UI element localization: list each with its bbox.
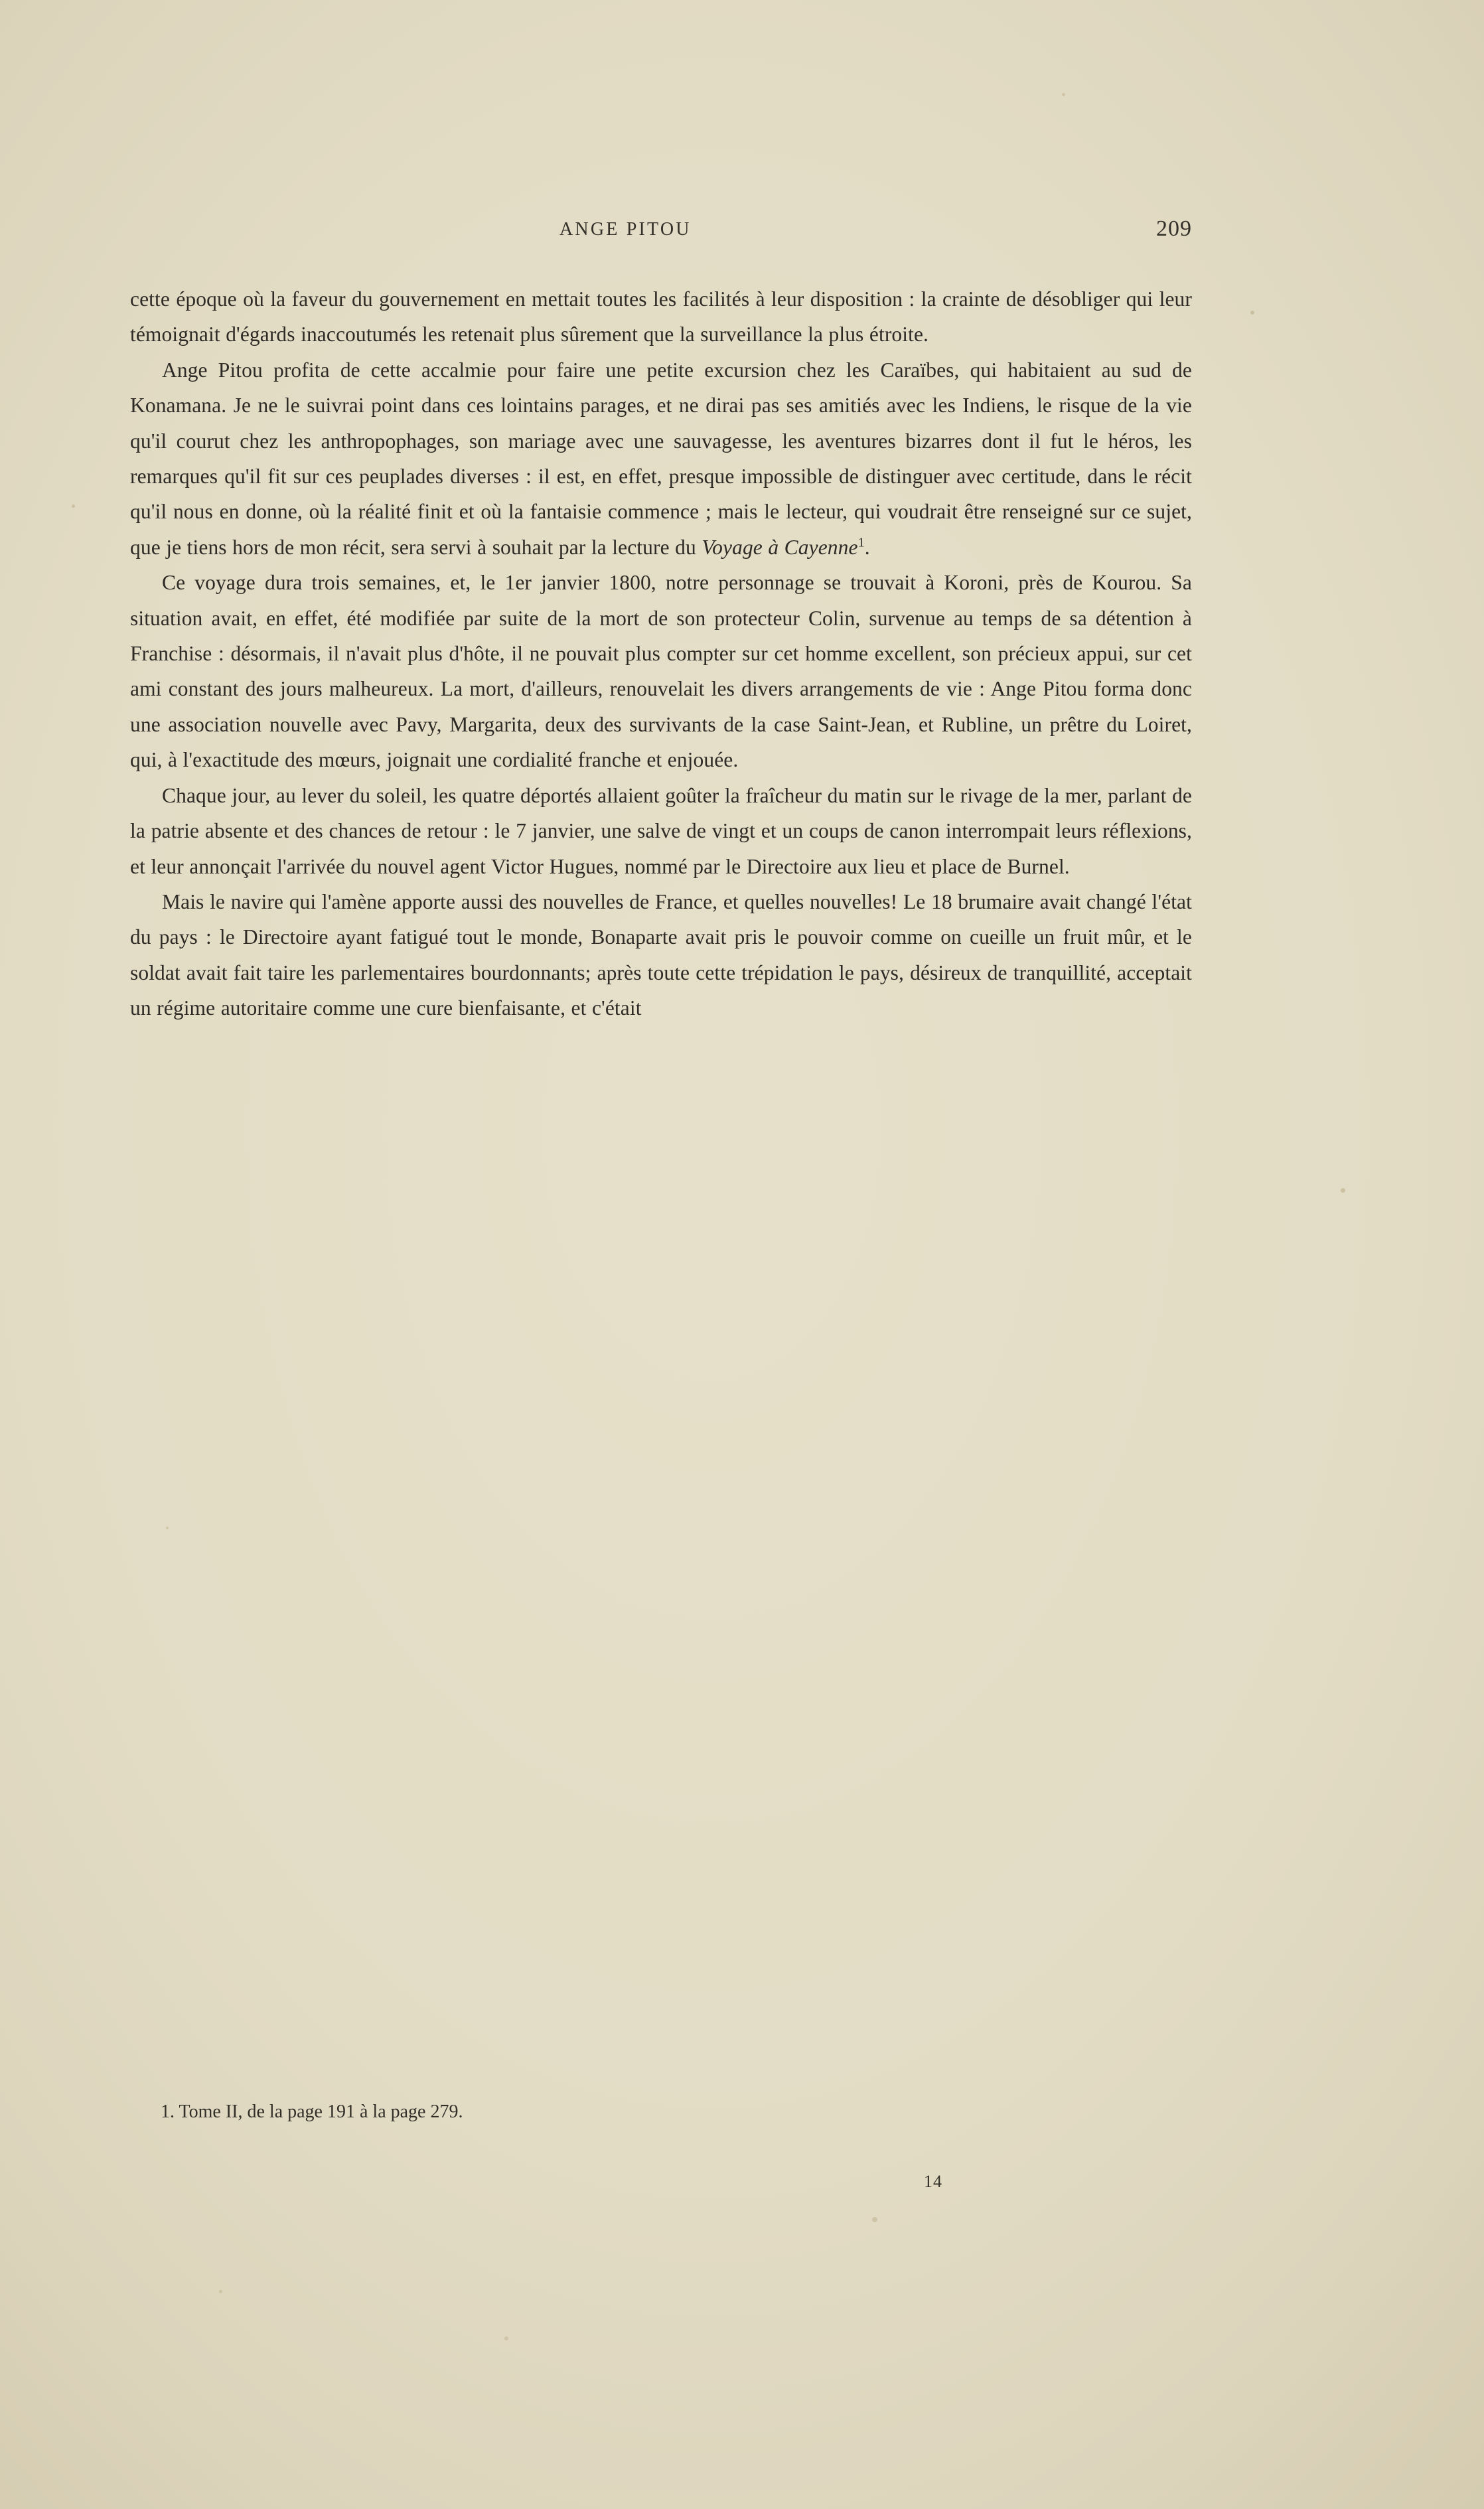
signature-mark: 14 <box>924 2172 942 2191</box>
paper-speckle <box>166 1527 169 1529</box>
paragraph-tail: . <box>864 535 870 559</box>
paper-speckle <box>504 2336 508 2340</box>
paper-speckle <box>1250 311 1254 315</box>
paragraph: Mais le navire qui l'amène apporte aussi des nouvelles de France, et quelles nouvelles! Le 18 brumaire avait changé l'état du pays : le Directoire ayant fatigué tout le monde, Bonaparte avait pris le pouvoir comme on cueille un fruit mûr, et le soldat avait fait taire les parlementaires bourdonnants; après toute cette trépidation le pays, désireux de tranquillité, acceptait un régime autoritaire comme une cure bienfaisante, et c'était <box>130 889 1192 1020</box>
paper-speckle <box>72 504 75 508</box>
running-head-title: ANGE PITOU <box>559 219 692 240</box>
paper-speckle <box>1341 1188 1345 1193</box>
paper-speckle <box>872 2217 877 2222</box>
body-text <box>130 281 1192 1026</box>
paragraph: Ce voyage dura trois semaines, et, le 1er janvier 1800, notre personnage se trouvait à Koroni, près de Kourou. Sa situation avait, en effet, été modifiée par suite de la mort de son protecteur Colin, survenue au temps de sa détention à Franchise : désormais, il n'avait plus d'hôte, il ne pouvait plus compter sur cet homme excellent, son précieux appui, sur cet ami constant des jours malheureux. La mort, d'ailleurs, renouvelait les divers arrangements de vie : Ange Pitou forma donc une association nouvelle avec Pavy, Margarita, deux des survivants de la case Saint-Jean, et Rubline, un prêtre du Loiret, qui, à l'exactitude des mœurs, joignait une cordialité franche et enjouée. <box>130 571 1192 772</box>
signature-mark-row <box>130 2172 1192 2192</box>
work-title-italic: Voyage à Cayenne <box>702 535 858 559</box>
page-number: 209 <box>1156 216 1192 241</box>
paragraph: Chaque jour, au lever du soleil, les quatre déportés allaient goûter la fraîcheur du matin sur le rivage de la mer, parlant de la patrie absente et des chances de retour : le 7 janvier, une salve de vingt et un coups de canon interrompait leurs réflexions, et leur annonçait l'arrivée du nouvel agent Victor Hugues, nommé par le Directoire aux lieu et place de Burnel. <box>130 783 1192 878</box>
paragraph <box>130 352 1192 565</box>
running-head <box>130 216 1192 246</box>
paragraph-text: Ange Pitou profita de cette accalmie pour faire une petite excursion chez les Caraïbes, qui habitaient au sud de Konamana. Je ne le suivrai point dans ces lointains parages, et ne dirai pas ses amitiés avec les Indiens, le risque de la vie qu'il courut chez les anthropophages, son mariage avec une sauvagesse, les aventures bizarres dont il fut le héros, les remarques qu'il fit sur ces peuplades diverses : il est, en effet, presque impossible de distinguer avec certitude, dans le récit qu'il nous en donne, où la réalité finit et où la fantaisie commence ; mais le lecteur, qui voudrait être renseigné sur ce sujet, que je tiens hors de mon récit, sera servi à souhait par la lecture du <box>130 358 1192 559</box>
paper-speckle <box>219 2290 222 2293</box>
paper-speckle <box>1062 93 1065 96</box>
footnote-marker: 1 <box>857 535 865 550</box>
footnote: 1. Tome II, de la page 191 à la page 279. <box>161 2101 463 2122</box>
paragraph: cette époque où la faveur du gouvernement en mettait toutes les facilités à leur disposition : la crainte de désobliger qui leur témoignait d'égards inaccoutumés les retenait plus sûrement que la surveillance la plus étroite. <box>130 287 1192 346</box>
